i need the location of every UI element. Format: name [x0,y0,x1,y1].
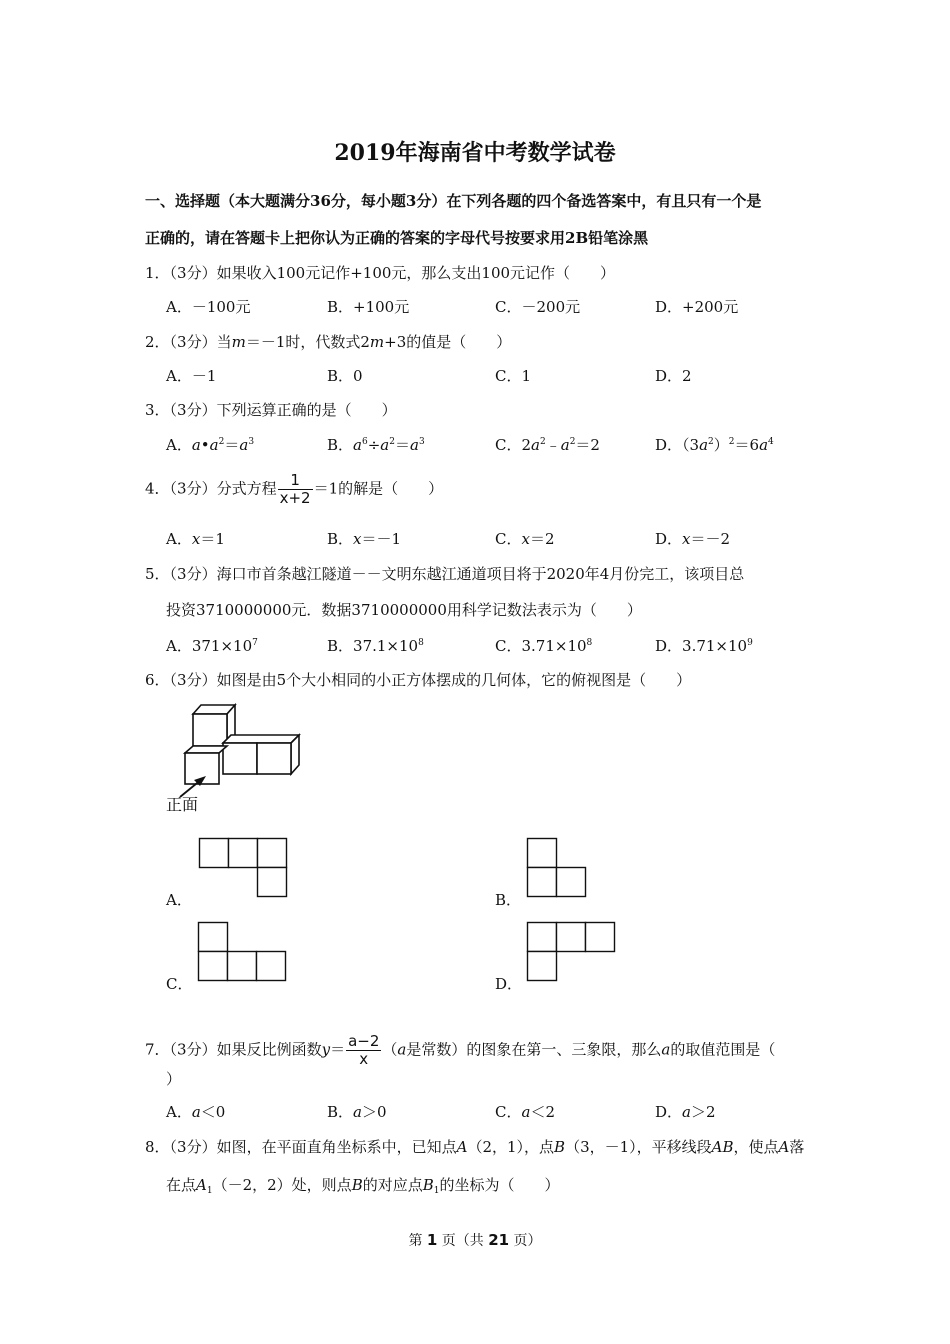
q4-option-b: B．x＝－1 [327,530,402,548]
q3-option-b: B．$a^6\div a^2=a^3$ [327,436,425,454]
q6-view-c [198,922,290,982]
q5-stem-line1: 5．（3分）海口市首条越江隧道－－文明东越江通道项目将于2020年4月份完工，该项目总 [145,565,745,583]
cube-row-front-2 [257,743,291,774]
q2-stem: 2．（3分）当m＝－1时，代数式2m+3的值是（ ） [145,333,512,351]
q7-option-b: B．a＞0 [327,1103,387,1121]
q7-stem-line2: ） [166,1070,182,1088]
cube-front-top [185,746,227,753]
q3-stem: 3．（3分）下列运算正确的是（ ） [145,401,397,419]
cube-top-front [193,714,227,746]
q5-stem-line2: 投资3710000000元．数据3710000000用科学记数法表示为（ ） [166,601,642,619]
q3-option-a: A．$a•a^2=a^3$ [166,436,255,454]
q8-stem-line2: 在点$A_1(-2$，2）处，则点B的对应点$B_1$的坐标为（ ） [166,1176,560,1196]
q1-stem: 1．（3分）如果收入100元记作+100元，那么支出100元记作（ ） [145,264,616,282]
q6-view-a [199,838,289,898]
q6-option-a: A． [166,891,192,909]
q4-fraction: $\frac{1}{x+2}$ [279,471,311,507]
q6-view-b [527,838,589,898]
q6-view-d [527,922,619,982]
q7-option-c: C．a＜2 [495,1103,555,1121]
q3-option-d: D．$(3a^2)^2=6a^4$ [655,436,774,454]
q5-option-c: C．$3.71\times 10^8$ [495,637,593,655]
q7-option-a: A．a＜0 [166,1103,226,1121]
cube-row-side [291,735,299,774]
section-heading-line1: 一、选择题（本大题满分36分，每小题3分）在下列各题的四个备选答案中，有且只有一个是 [145,192,762,210]
q6-option-b: B． [495,891,522,909]
q4-option-d: D．x＝－2 [655,530,731,548]
q1-option-b: B．+100元 [327,298,410,316]
q6-option-c: C． [166,975,193,993]
q2-option-b: B．0 [327,367,363,385]
q1-option-a: A．－100元 [166,298,251,316]
q2-option-a: A．－1 [166,367,217,385]
q7-option-d: D．a＞2 [655,1103,716,1121]
q7-stem: 7．（3分）如果反比例函数y＝ $\frac{a-2}{x}$ （a是常数）的图象在第一、三象限，那么a的取值范围是（ [145,1032,776,1068]
q6-stem: 6．（3分）如图是由5个大小相同的小正方体摆成的几何体，它的俯视图是（ ） [145,671,692,689]
q2-option-c: C．1 [495,367,532,385]
q1-option-c: C．－200元 [495,298,581,316]
q5-option-b: B．$37.1\times 10^8$ [327,637,424,655]
q3-option-c: C．$2a^2﹣a^2=2$ [495,436,600,454]
q1-option-d: D．+200元 [655,298,739,316]
q5-option-a: A．$371\times 10^7$ [166,637,258,655]
q6-option-d: D． [495,975,523,993]
cube-row-front-1 [223,743,257,774]
q4-option-a: A．x＝1 [166,530,225,548]
q5-option-d: D．$3.71\times 10^9$ [655,637,753,655]
section-heading-line2: 正确的，请在答题卡上把你认为正确的答案的字母代号按要求用2B铅笔涂黑 [145,229,649,247]
front-label: 正面 [166,795,199,814]
q4-stem: 4．（3分）分式方程 $\frac{1}{x+2}$ ＝1的解是（ ） [145,471,444,507]
q4-option-c: C．x＝2 [495,530,555,548]
q2-option-d: D．2 [655,367,692,385]
page-title: 2019年海南省中考数学试卷 [334,140,616,166]
page-footer: 第 1 页（共 21 页） [408,1231,542,1249]
cube-row-top [223,735,299,743]
q7-fraction: $\frac{a-2}{x}$ [348,1032,380,1068]
q8-stem-line1: 8．（3分）如图，在平面直角坐标系中，已知点A（2，1），点B（3，－1），平移线段AB，使点A落 [145,1138,805,1156]
